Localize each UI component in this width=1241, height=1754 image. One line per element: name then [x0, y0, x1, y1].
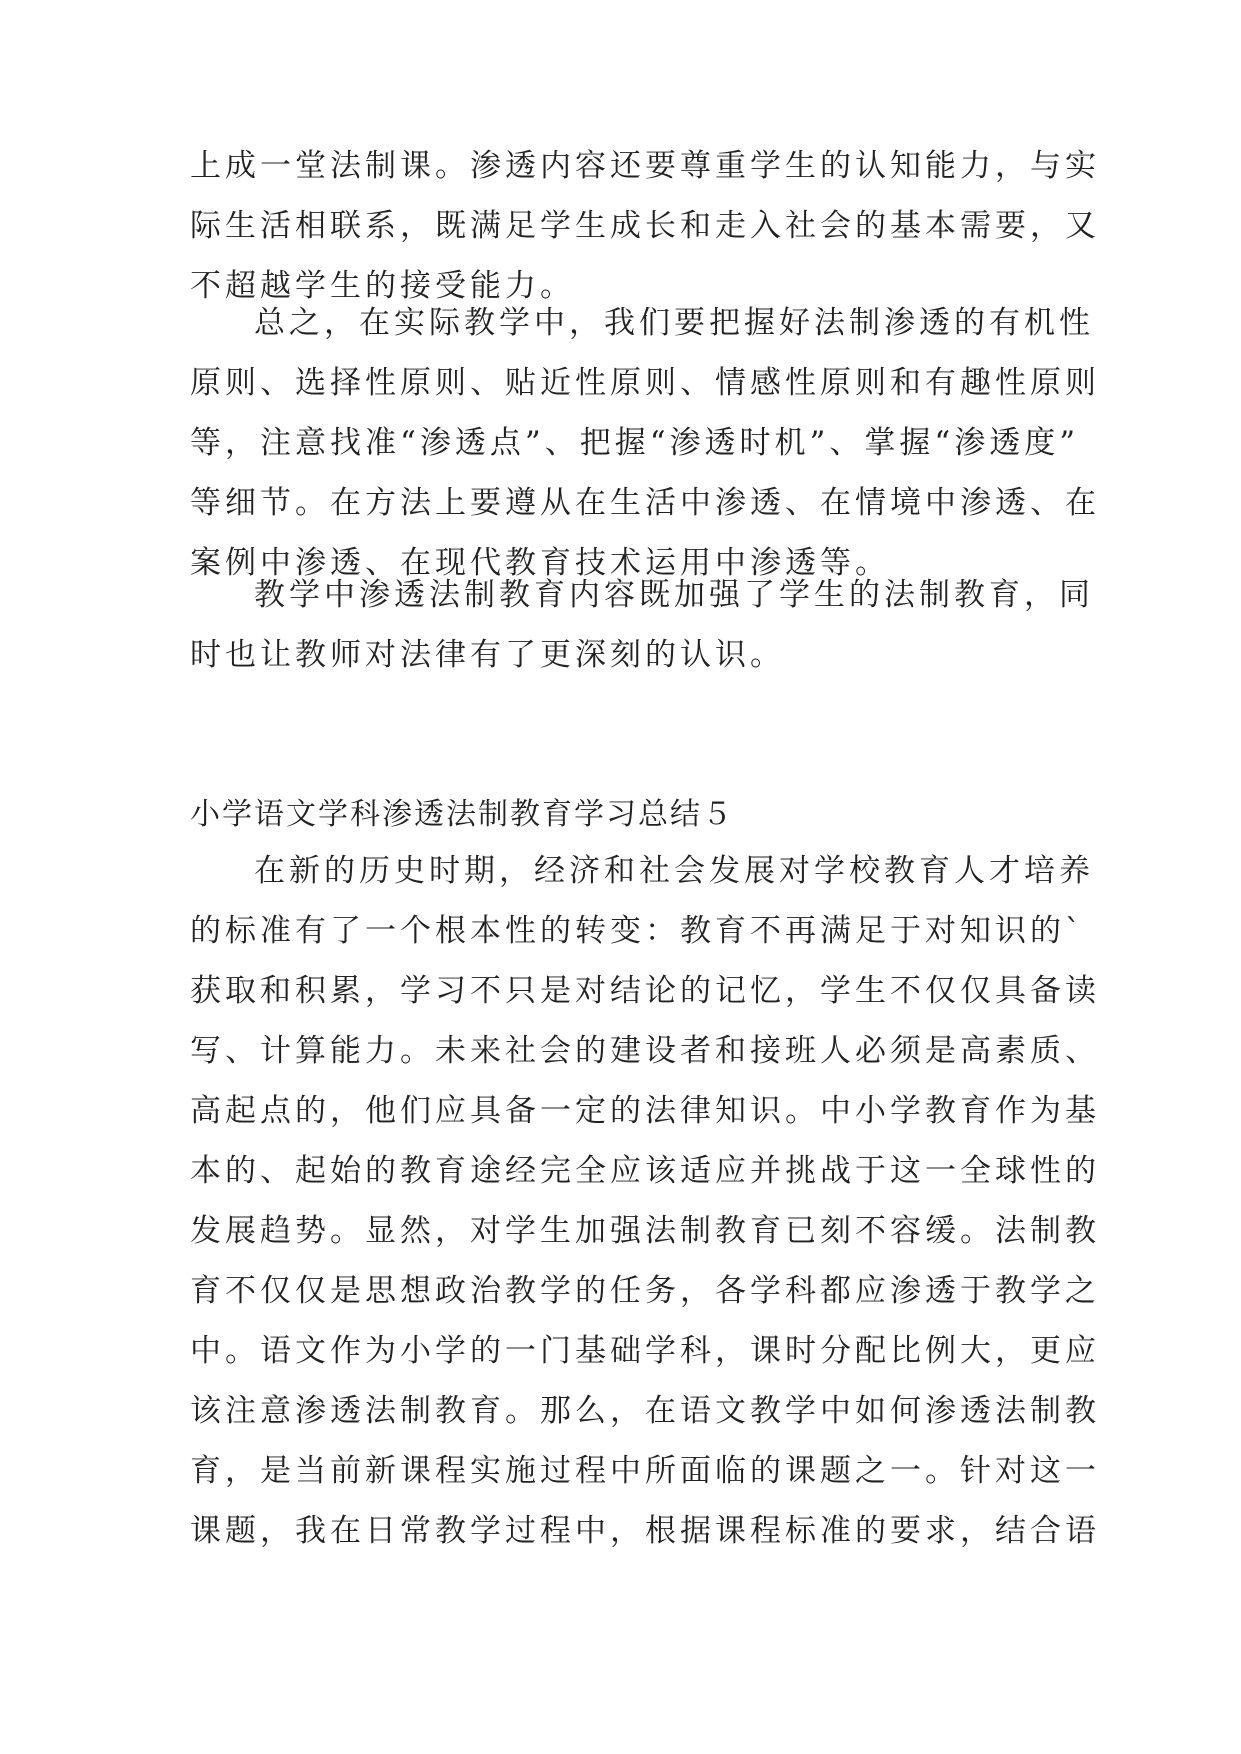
intro-paragraph: [190, 136, 1100, 316]
paragraph-line: 等细节。在方法上要遵从在生活中渗透、在情境中渗透、在: [190, 485, 1100, 521]
paragraph-line: 高起点的，他们应具备一定的法律知识。中小学教育作为基: [190, 1093, 1100, 1129]
summary-paragraph: [190, 293, 1100, 593]
paragraph-line: 育不仅仅是思想政治教学的任务，各学科都应渗透于教学之: [190, 1273, 1100, 1309]
paragraph-line: 上成一堂法制课。渗透内容还要尊重学生的认知能力，与实: [190, 148, 1100, 184]
paragraph-line: 时也让教师对法律有了更深刻的认识。: [190, 637, 785, 673]
paragraph-line: 教学中渗透法制教育内容既加强了学生的法制教育，同: [254, 577, 1094, 613]
paragraph-line: 际生活相联系，既满足学生成长和走入社会的基本需要，又: [190, 208, 1100, 244]
paragraph-line: 获取和积累，学习不只是对结论的记忆，学生不仅仅具备读: [190, 973, 1100, 1009]
section-body-paragraph: [190, 841, 1100, 1561]
section-heading: 小学语文学科渗透法制教育学习总结５: [190, 797, 734, 832]
paragraph-line: 本的、起始的教育途经完全应该适应并挑战于这一全球性的: [190, 1153, 1100, 1189]
paragraph-line: 课题，我在日常教学过程中，根据课程标准的要求，结合语: [190, 1513, 1100, 1549]
paragraph-line: 原则、选择性原则、贴近性原则、情感性原则和有趣性原则: [190, 365, 1100, 401]
paragraph-line: 该注意渗透法制教育。那么，在语文教学中如何渗透法制教: [190, 1393, 1100, 1429]
paragraph-line: 育，是当前新课程实施过程中所面临的课题之一。针对这一: [190, 1453, 1100, 1489]
paragraph-line: 的标准有了一个根本性的转变：教育不再满足于对知识的`: [190, 913, 1085, 949]
paragraph-line: 总之，在实际教学中，我们要把握好法制渗透的有机性: [254, 305, 1094, 341]
paragraph-line: 写、计算能力。未来社会的建设者和接班人必须是高素质、: [190, 1033, 1100, 1069]
paragraph-line: 等，注意找准“渗透点”、把握“渗透时机”、掌握“渗透度”: [190, 425, 1080, 461]
paragraph-line: 发展趋势。显然，对学生加强法制教育已刻不容缓。法制教: [190, 1213, 1100, 1249]
paragraph-line: 不超越学生的接受能力。: [190, 268, 575, 304]
paragraph-line: 中。语文作为小学的一门基础学科，课时分配比例大，更应: [190, 1333, 1100, 1369]
conclusion-paragraph: [190, 565, 1094, 685]
paragraph-line: 在新的历史时期，经济和社会发展对学校教育人才培养: [254, 853, 1094, 889]
paragraph-line: 案例中渗透、在现代教育技术运用中渗透等。: [190, 545, 890, 581]
